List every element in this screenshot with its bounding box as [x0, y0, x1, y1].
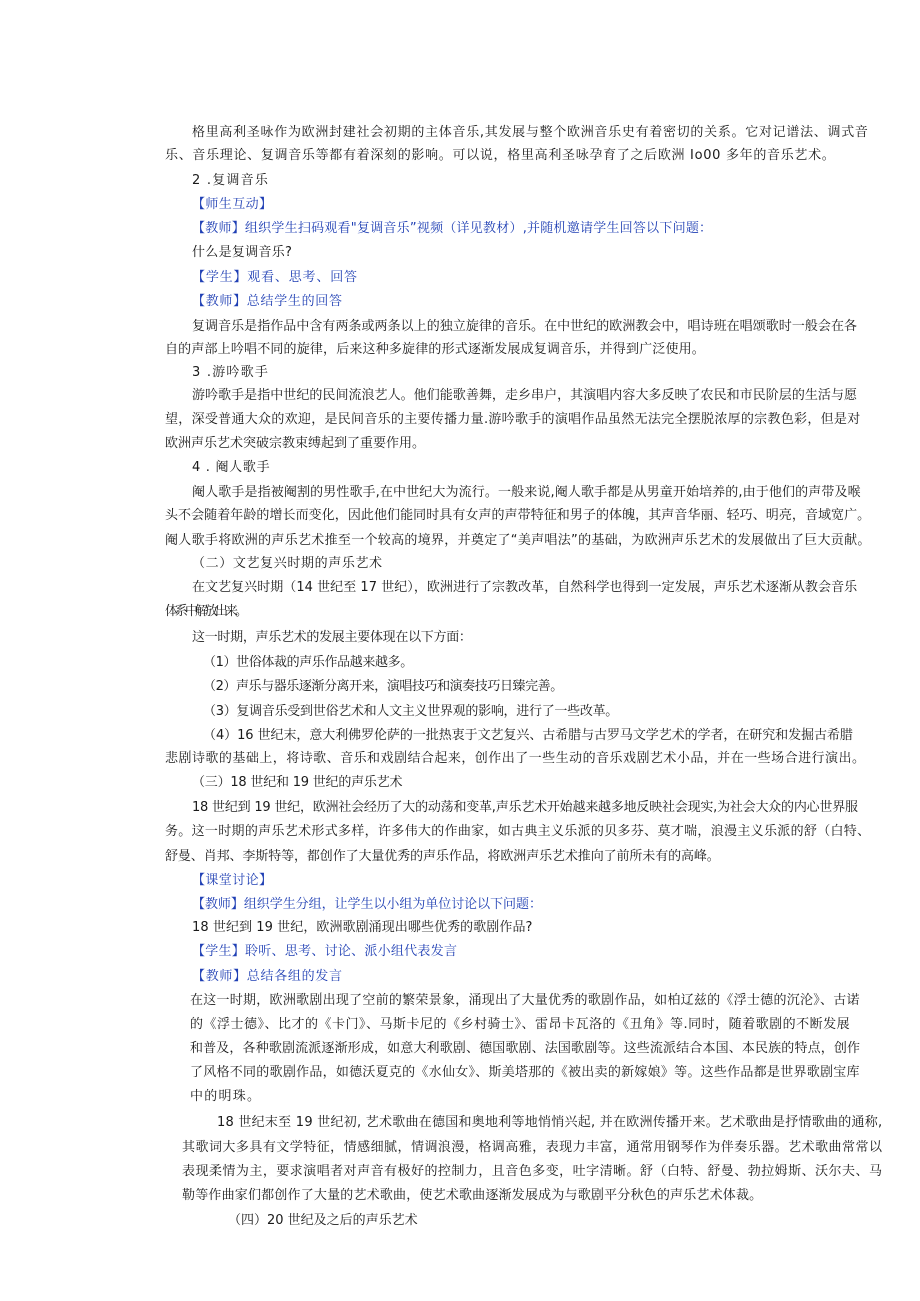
label-student: 【学生】聆听、思考、讨论、派小组代表发言	[192, 944, 458, 959]
paragraph-line: 的《浮士德》、比才的《卡门》、马斯卡尼的《乡村骑士》、雷昂卡瓦洛的《丑角》等.同时，随着歌剧的不断发展	[190, 1017, 851, 1032]
paragraph-line: 在文艺复兴时期（14 世纪至 17 世纪），欧洲进行了宗教改革，自然科学也得到一定发展，声乐艺术逐渐从教会音乐	[192, 580, 858, 595]
paragraph-line: 中的明珠。	[190, 1089, 262, 1104]
paragraph-line: 表现柔情为主，要求演唱者对声音有极好的控制力，且音色多变，吐字清晰。舒（白特、舒曼、勃拉姆斯、沃尔夫、马	[182, 1164, 883, 1179]
paragraph-line: 悲剧诗歌的基础上，将诗歌、音乐和戏剧结合起来，创作出了一些生动的音乐戏剧艺术小品，并在一些场合进行演出。	[165, 751, 866, 766]
label-teacher: 【教师】组织学生扫码观看"复调音乐”视频（详见教材）,并随机邀请学生回答以下问题：	[192, 221, 713, 236]
paragraph-line: 和普及，各种歌剧流派逐渐形成，如意大利歌剧、德国歌剧、法国歌剧等。这些流派结合本国、本民族的特点，创作	[190, 1041, 861, 1056]
paragraph-line: 18 世纪末至 19 世纪初, 艺术歌曲在德国和奥地利等地悄悄兴起, 并在欧洲传播开来。艺术歌曲是抒情歌曲的通称,	[217, 1115, 883, 1130]
paragraph-line: 其歌词大多具有文学特征，情感细腻，情调浪漫，格调高雅，表现力丰富，通常用钢琴作为伴奏乐器。艺术歌曲常常以	[182, 1140, 883, 1155]
paragraph-line: 游吟歌手是指中世纪的民间流浪艺人。他们能歌善舞，走乡串户，其演唱内容大多反映了农民和市民阶层的生活与愿	[192, 388, 858, 403]
section-heading: （四）20 世纪及之后的声乐艺术	[228, 1213, 418, 1228]
paragraph-line: 18 世纪到 19 世纪，欧洲社会经历了大的动荡和变革,声乐艺术开始越来越多地反映社会现实,为社会大众的内心世界服	[192, 800, 858, 815]
paragraph-line: 务。这一时期的声乐艺术形式多样，许多伟大的作曲家，如古典主义乐派的贝多芬、莫才喘，浪漫主义乐派的舒（白特、	[165, 824, 871, 839]
paragraph-line: 在这一时期，欧洲歌剧出现了空前的繁荣景象，涌现出了大量优秀的歌剧作品，如柏辽兹的《浮士德的沉沦》、古诺	[190, 993, 860, 1008]
label-teacher: 【教师】组织学生分组，让学生以小组为单位讨论以下问题：	[192, 897, 542, 912]
section-heading: 3 .游吟歌手	[192, 365, 270, 380]
paragraph-line: 望，深受普通大众的欢迎，是民间音乐的主要传播力量.游吟歌手的演唱作品虽然无法完全摆脱浓厚的宗教色彩，但是对	[165, 412, 861, 427]
label-teacher: 【教师】总结各组的发言	[192, 969, 343, 984]
label-student: 【学生】观看、思考、回答	[192, 270, 358, 285]
list-item: （2）声乐与器乐逐渐分离开来，演唱技巧和演奏技巧日臻完善。	[203, 679, 563, 694]
paragraph-line: 体系中解放出来。	[165, 604, 246, 619]
paragraph-line: 这一时期，声乐艺术的发展主要体现在以下方面：	[192, 630, 472, 645]
paragraph-line: 乐、音乐理论、复调音乐等都有着深刻的影响。可以说，格里高利圣咏孕育了之后欧洲 Io00 多年的音乐艺术。	[165, 148, 836, 163]
paragraph-line: 复调音乐是指作品中含有两条或两条以上的独立旋律的音乐。在中世纪的欧洲教会中，唱诗班在唱颂歌时一般会在各	[192, 319, 858, 334]
list-item: （3）复调音乐受到世俗艺术和人文主义世界观的影响，进行了一些改革。	[203, 704, 619, 719]
paragraph-line: 头不会随着年龄的增长而变化，因此他们能同时具有女声的声带特征和男子的体魄，其声音华丽、轻巧、明亮，音域宽广。	[165, 508, 871, 523]
section-heading: 2 .复调音乐	[192, 173, 270, 188]
paragraph-line: 了风格不同的歌剧作品，如德沃夏克的《水仙女》、斯美塔那的《被出卖的新嫁娘》等。这些作品都是世界歌剧宝库	[190, 1065, 860, 1080]
paragraph-line: 自的声部上吟唱不同的旋律，后来这种多旋律的形式逐渐发展成复调音乐，并得到广泛使用。	[165, 342, 705, 357]
question-line: 18 世纪到 19 世纪，欧洲歌剧涌现出哪些优秀的歌剧作品?	[192, 920, 533, 935]
paragraph-line: 阉人歌手是指被阉割的男性歌手,在中世纪大为流行。一般来说,阉人歌手都是从男童开始培养的,由于他们的声带及喉	[192, 485, 861, 500]
section-heading: 4 . 阉人歌手	[192, 460, 271, 475]
question-line: 什么是复调音乐?	[192, 245, 293, 260]
section-heading: （二）文艺复兴时期的声乐艺术	[192, 556, 383, 571]
label-teacher: 【教师】总结学生的回答	[192, 294, 343, 309]
paragraph-line: 舒曼、肖邦、李斯特等，都创作了大量优秀的声乐作品，将欧洲声乐艺术推向了前所未有的高峰。	[165, 849, 720, 864]
section-heading: （三）18 世纪和 19 世纪的声乐艺术	[192, 775, 403, 790]
paragraph-line: 勒等作曲家们都创作了大量的艺术歌曲，使艺术歌曲逐渐发展成为与歌剧平分秋色的声乐艺术体裁。	[182, 1188, 763, 1203]
label-teacher-student-interaction: 【师生互动】	[192, 197, 273, 212]
paragraph-line: 格里高利圣咏作为欧洲封建社会初期的主体音乐,其发展与整个欧洲音乐史有着密切的关系。它对记谱法、调式音	[192, 125, 869, 140]
paragraph-line: 阉人歌手将欧洲的声乐艺术推至一个较高的境界，并奠定了“美声唱法”的基础，为欧洲声乐艺术的发展做出了巨大贡献。	[165, 533, 871, 548]
paragraph-line: 欧洲声乐艺术突破宗教束缚起到了重要作用。	[165, 436, 426, 451]
label-class-discussion: 【课堂讨论】	[192, 873, 273, 888]
list-item: （1）世俗体裁的声乐作品越来越多。	[203, 655, 413, 670]
list-item: （4）16 世纪末，意大利佛罗伦萨的一批热衷于文艺复兴、古希腊与古罗马文学艺术的学者，在研究和发掘古希腊	[203, 728, 853, 743]
